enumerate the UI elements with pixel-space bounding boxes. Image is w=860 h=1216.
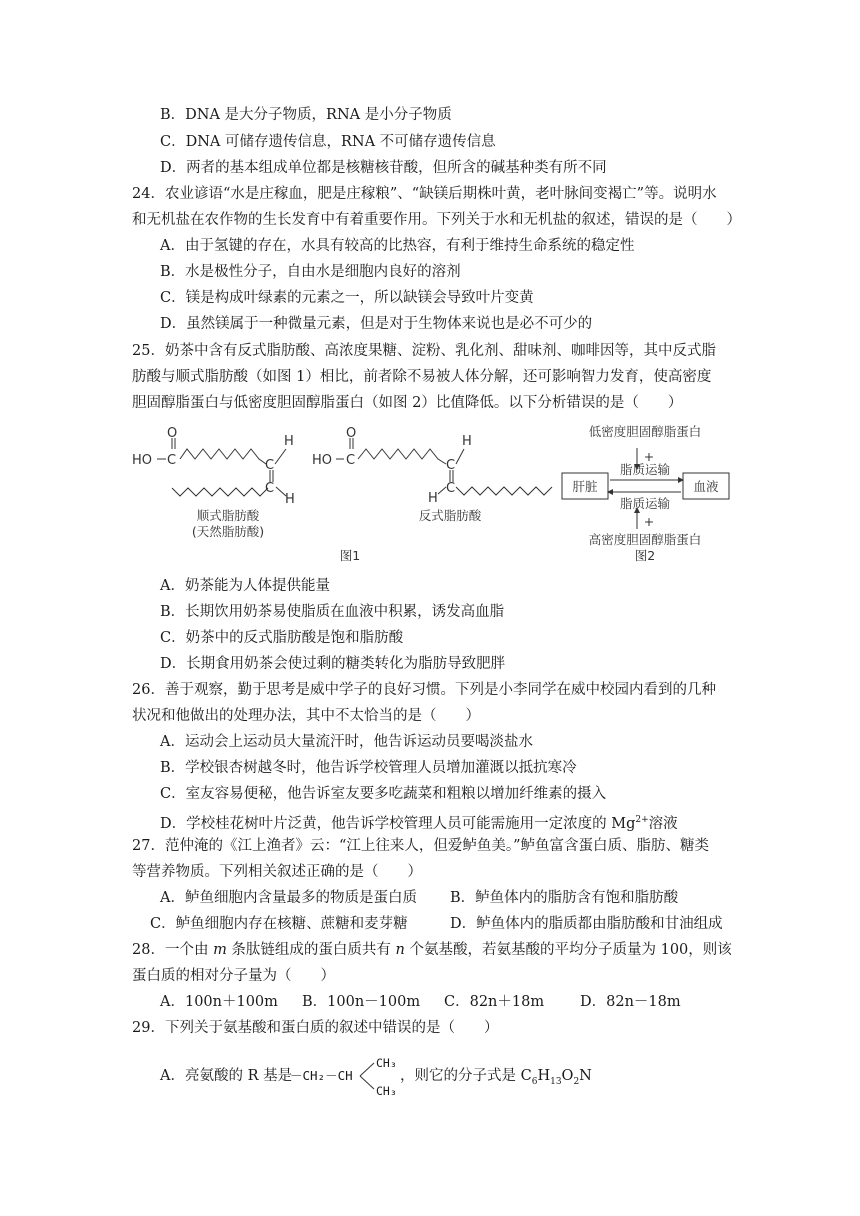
- q28-option-d: D．82n－18m: [580, 994, 681, 1010]
- transport-label-bottom: 脂质运输: [619, 496, 671, 511]
- cis-natural-label: (天然脂肪酸): [191, 524, 265, 539]
- q29-sub-2: 2: [573, 1076, 580, 1087]
- q24-option-a: A．由于氢键的存在，水具有较高的比热容，有利于维持生命系统的稳定性: [160, 238, 635, 254]
- ldl-label: 低密度胆固醇脂蛋白: [588, 424, 702, 439]
- q25-stem-line2: 肪酸与顺式脂肪酸（如图 1）相比，前者除不易被人体分解，还可影响智力发育，使高密度: [132, 369, 712, 385]
- q27-option-b: B．鲈鱼体内的脂肪含有饱和脂肪酸: [450, 890, 679, 906]
- q24-stem-line1: 24．农业谚语“水是庄稼血，肥是庄稼粮”、“缺镁后期株叶黄，老叶脉间变褐亡”等。说明水: [132, 186, 717, 202]
- trans-c-upper: C: [446, 458, 456, 473]
- q24-option-d: D．虽然镁属于一种微量元素，但是对于生物体来说也是必不可少的: [160, 316, 593, 332]
- q25-option-d: D．长期食用奶茶会使过剩的糖类转化为脂肪导致肥胖: [160, 656, 506, 672]
- q25-stem-line1: 25．奶茶中含有反式脂肪酸、高浓度果糖、淀粉、乳化剂、甜味剂、咖啡因等，其中反式脂: [132, 343, 716, 359]
- cis-c: C: [167, 453, 177, 468]
- q23-option-c: C．DNA 可储存遗传信息，RNA 不可储存遗传信息: [160, 134, 496, 150]
- q29-ch3-top: CH₃: [376, 1056, 397, 1070]
- trans-o: O: [346, 426, 357, 441]
- cis-o: O: [167, 426, 178, 441]
- cis-c-upper: C: [265, 458, 275, 473]
- q28-option-c: C．82n＋18m: [444, 994, 545, 1010]
- q27-option-c: C．鲈鱼细胞内存在核糖、蔗糖和麦芽糖: [150, 916, 408, 932]
- trans-h-bond: [456, 449, 464, 464]
- trans-c-lower: C: [446, 481, 456, 496]
- q26-stem-line1: 26．善于观察，勤于思考是威中学子的良好习惯。下列是小李同学在威中校园内看到的几种: [132, 682, 716, 698]
- transport-label-top: 脂质运输: [619, 462, 671, 477]
- q29-formula-line: [400, 1066, 592, 1092]
- trans-h-bottom: H: [428, 491, 438, 506]
- cis-ho: HO: [132, 453, 153, 468]
- q29-sub-6: 6: [531, 1076, 538, 1087]
- q26-option-c: C．室友容易便秘，他告诉室友要多吃蔬菜和粗粮以增加纤维素的摄入: [160, 786, 607, 802]
- q23-option-d: D．两者的基本组成单位都是核糖核苷酸，但所含的碱基种类有所不同: [160, 160, 607, 176]
- q29-sub-13: 13: [550, 1076, 562, 1087]
- q26-option-d: [160, 810, 678, 834]
- q28-var-n: n: [395, 942, 405, 958]
- q29-formula-prefix: ，则它的分子式是 C: [400, 1068, 532, 1084]
- q28-option-b: B．100n－100m: [302, 994, 421, 1010]
- q27-stem-line2: 等营养物质。下列相关叙述正确的是（ ）: [132, 864, 422, 880]
- trans-c: C: [346, 453, 356, 468]
- trans-label: 反式脂肪酸: [418, 508, 482, 523]
- q24-option-c: C．镁是构成叶绿素的元素之一，所以缺镁会导致叶片变黄: [160, 290, 534, 306]
- cis-lower-chain: [172, 488, 268, 496]
- trans-ho: HO: [312, 453, 333, 468]
- q29-option-a-text: A．亮氨酸的 R 基是: [160, 1068, 293, 1084]
- cis-h-bottom: H: [285, 492, 295, 507]
- q23-option-b: B．DNA 是大分子物质，RNA 是小分子物质: [160, 107, 452, 123]
- q28-stem-part3: 个氨基酸，若氨基酸的平均分子质量为 100，则该: [404, 942, 732, 958]
- fig2-caption: 图2: [634, 548, 656, 563]
- q28-option-a: A．100n＋100m: [160, 994, 278, 1010]
- q25-option-c: C．奶茶中的反式脂肪酸是饱和脂肪酸: [160, 630, 404, 646]
- cis-label: 顺式脂肪酸: [196, 508, 260, 523]
- cis-h-bond-top: [275, 449, 286, 464]
- q25-option-b: B．长期饮用奶茶易使脂质在血液中积累，诱发高血脂: [160, 604, 505, 620]
- q29-n: N: [579, 1068, 592, 1084]
- cis-c-lower: C: [265, 481, 275, 496]
- q26-option-d-tail: 溶液: [648, 815, 678, 832]
- cis-h-top: H: [284, 434, 294, 449]
- ldl-plus: +: [643, 449, 655, 464]
- fig1-caption: 图1: [339, 548, 361, 563]
- q28-stem-line2: 蛋白质的相对分子量为（ ）: [132, 968, 335, 984]
- q27-stem-line1: 27．范仲淹的《江上渔者》云：“江上往来人，但爱鲈鱼美。”鲈鱼富含蛋白质、脂肪、糖类: [132, 838, 710, 854]
- q29-o: O: [561, 1068, 574, 1084]
- q25-option-a: A．奶茶能为人体提供能量: [160, 578, 330, 594]
- trans-h-bond-bottom: [438, 487, 446, 494]
- q25-stem-line3: 胆固醇脂蛋白与低密度胆固醇脂蛋白（如图 2）比值降低。以下分析错误的是（ ）: [132, 395, 683, 411]
- q25-figure: [120, 418, 740, 568]
- q27-option-a: A．鲈鱼细胞内含量最多的物质是蛋白质: [160, 890, 417, 906]
- trans-upper-chain: [358, 449, 446, 464]
- q28-var-m: m: [213, 942, 227, 958]
- q29-h: H: [537, 1068, 551, 1084]
- q29-stem: 29．下列关于氨基酸和蛋白质的叙述中错误的是（ ）: [132, 1020, 499, 1036]
- q28-stem-part1: 28．一个由: [132, 942, 214, 958]
- q29-ch3-bottom: CH₃: [376, 1084, 397, 1098]
- q26-option-d-text: D．学校桂花树叶片泛黄，他告诉学校管理人员可能需施用一定浓度的 Mg: [160, 815, 636, 832]
- blood-label: 血液: [693, 479, 719, 494]
- q28-stem-line1: [132, 940, 732, 960]
- q26-option-a: A．运动会上运动员大量流汗时，他告诉运动员要喝淡盐水: [160, 734, 533, 750]
- q28-stem-part2: 条肽链组成的蛋白质共有: [226, 942, 396, 958]
- q26-stem-line2: 状况和他做出的处理办法，其中不太恰当的是（ ）: [132, 708, 480, 724]
- q26-option-d-charge: 2+: [635, 815, 649, 825]
- trans-h-top: H: [462, 434, 472, 449]
- hdl-plus: +: [643, 514, 655, 529]
- q26-option-b: B．学校银杏树越冬时，他告诉学校管理人员增加灌溉以抵抗寒冷: [160, 760, 577, 776]
- q27-option-d: D．鲈鱼体内的脂质都由脂肪酸和甘油组成: [450, 916, 723, 932]
- cis-upper-chain: [180, 449, 266, 464]
- q24-stem-line2: 和无机盐在农作物的生长发育中有着重要作用。下列关于水和无机盐的叙述，错误的是（ ）: [132, 212, 741, 228]
- trans-lower-chain: [456, 487, 552, 495]
- liver-label: 肝脏: [572, 479, 598, 494]
- q29-r-group: －CH₂－CH: [290, 1068, 353, 1083]
- hdl-label: 高密度胆固醇脂蛋白: [588, 532, 702, 547]
- q24-option-b: B．水是极性分子，自由水是细胞内良好的溶剂: [160, 264, 461, 280]
